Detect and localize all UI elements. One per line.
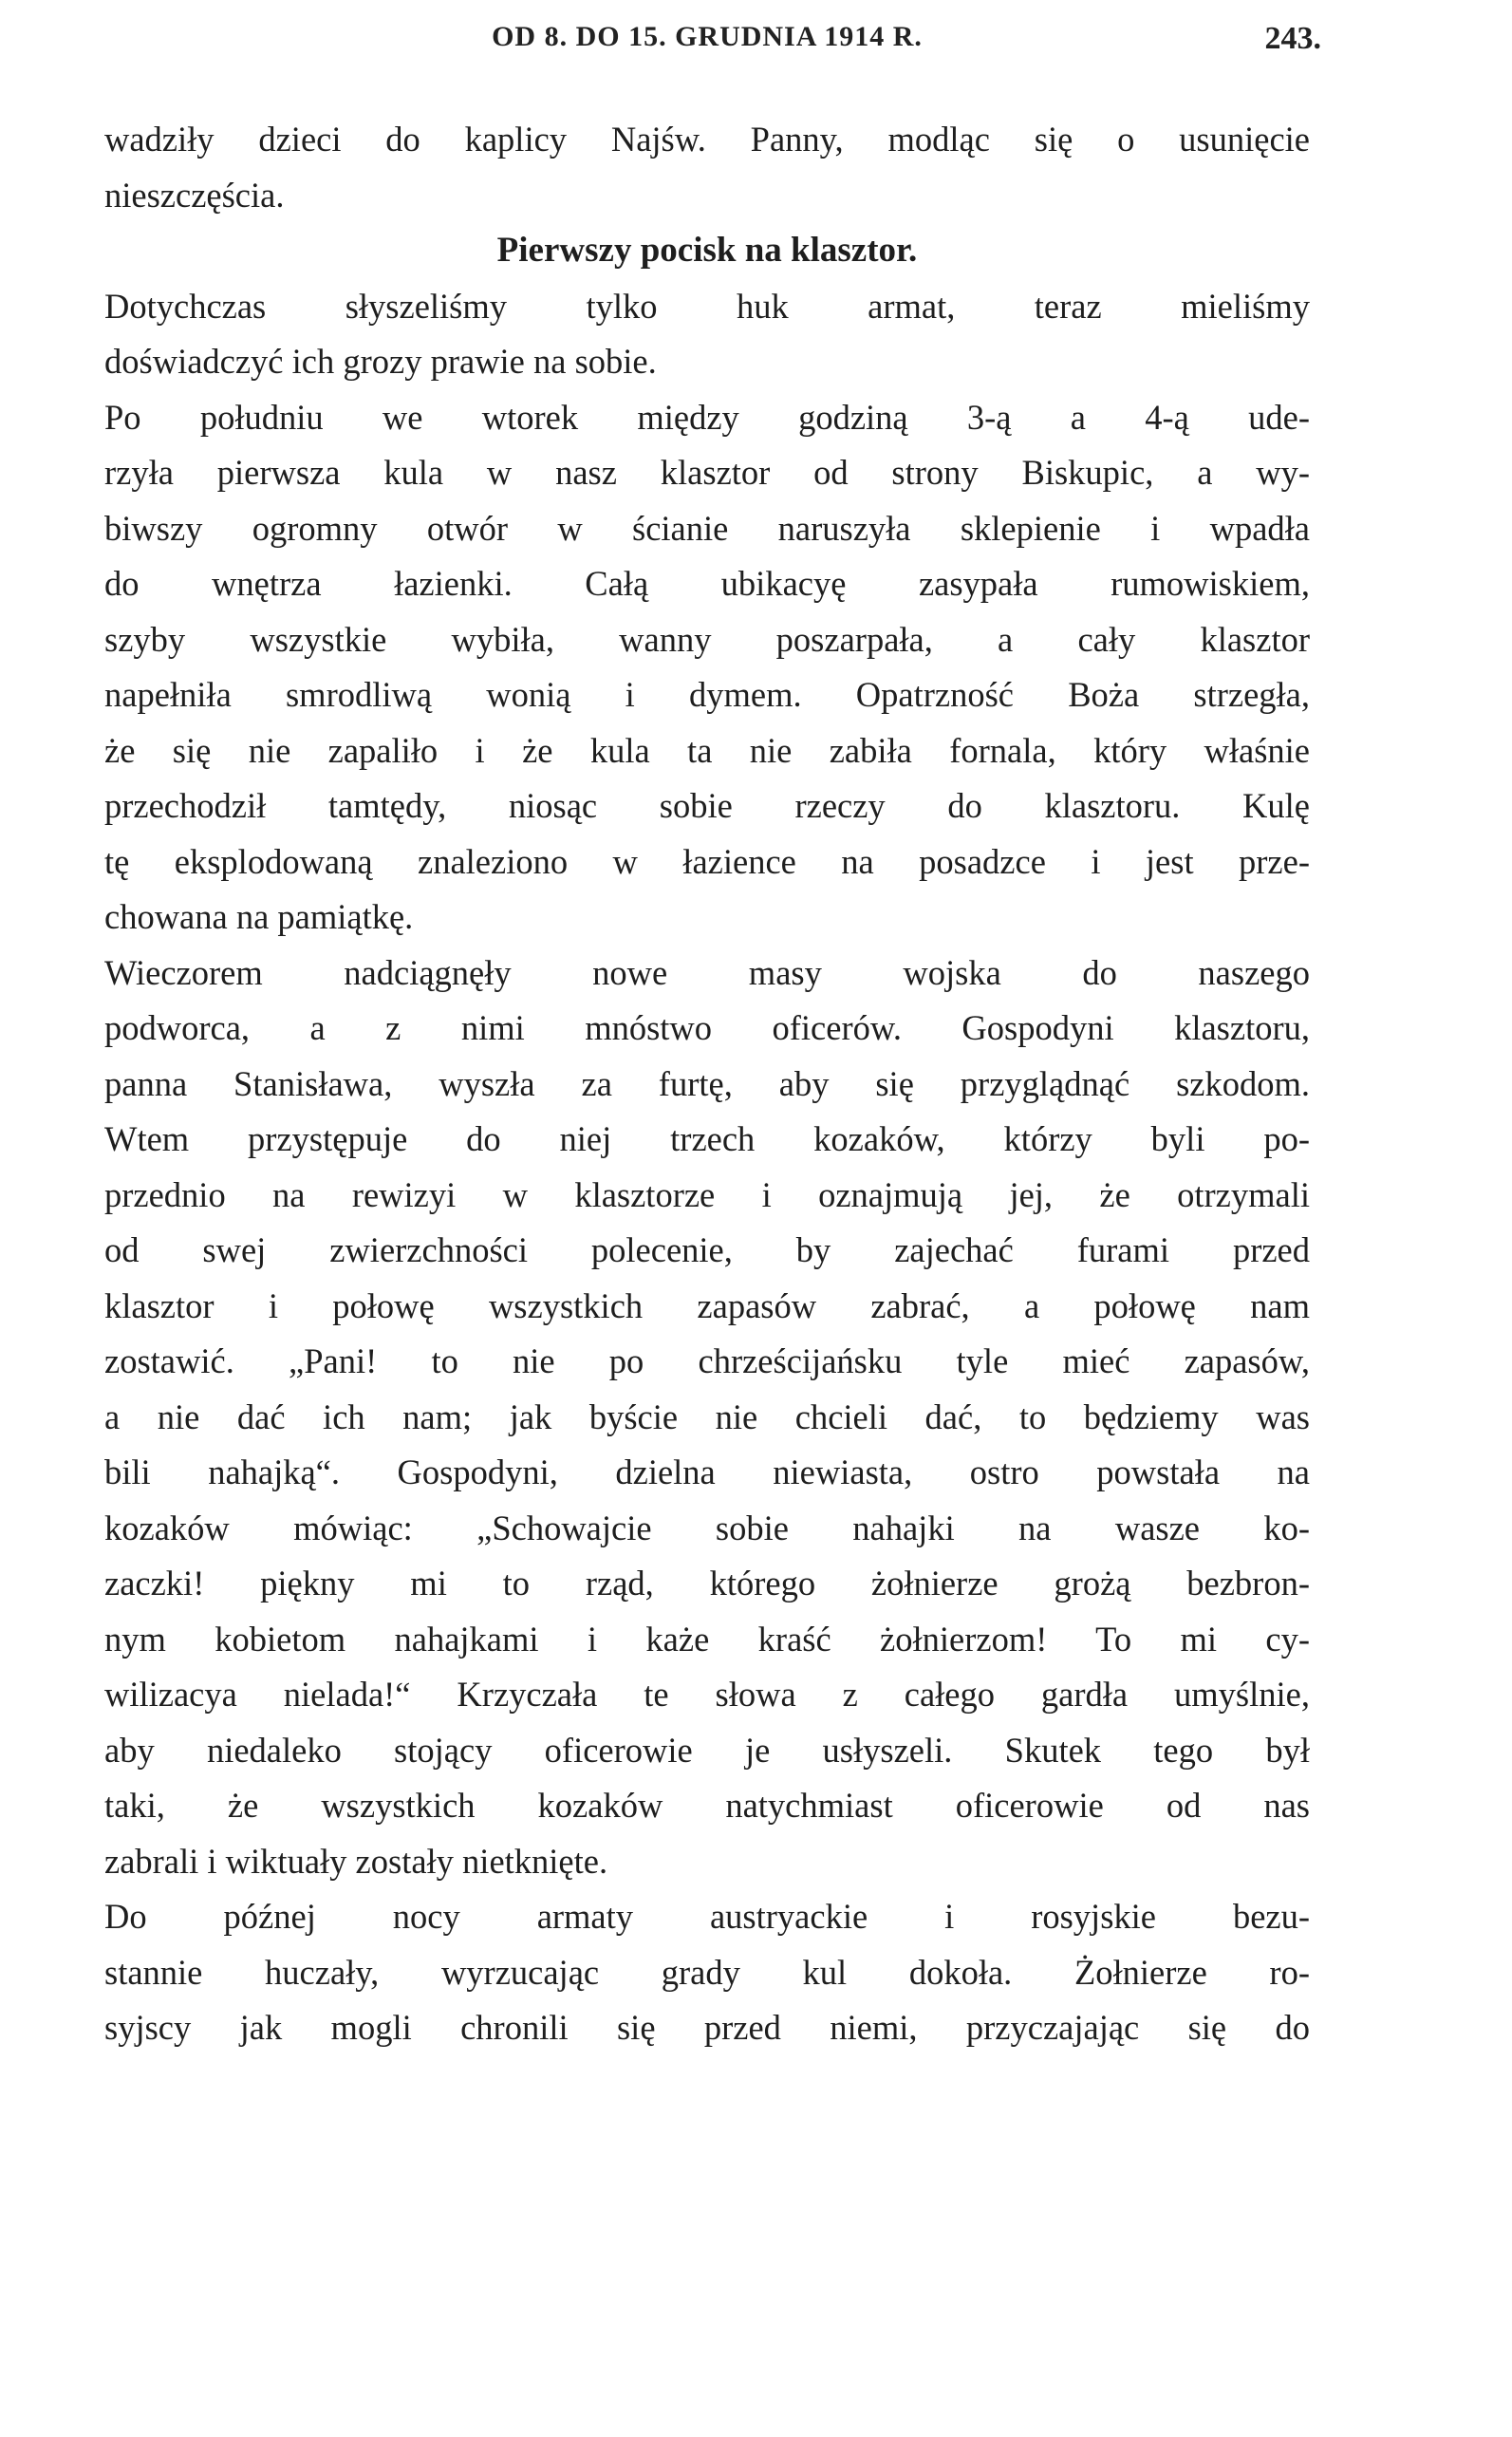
text-line: napełniła smrodliwą wonią i dymem. Opatrzność Boża strzegła, [104,675,1310,714]
text-line: nieszczęścia. [104,175,285,215]
text-line: Dotychczas słyszeliśmy tylko huk armat, teraz mieliśmy [104,286,1310,326]
text-line: zostawić. „Pani! to nie po chrześcijańsku tyle mieć zapasów, [104,1341,1310,1380]
text-line: tę eksplodowaną znaleziono w łazience na posadzce i jest prze- [104,841,1310,881]
page-number: 243. [1264,21,1321,56]
text-line: doświadczyć ich grozy prawie na sobie. [104,342,657,381]
text-line: klasztor i połowę wszystkich zapasów zabrać, a połowę nam [104,1285,1310,1325]
running-title: OD 8. DO 15. GRUDNIA 1914 R. [492,21,923,52]
text-line: syjscy jak mogli chronili się przed niemi, przyczajając się do [104,2008,1310,2047]
text-line: rzyła pierwsza kula w nasz klasztor od strony Biskupic, a wy- [104,453,1310,492]
text-line: biwszy ogromny otwór w ścianie naruszyła sklepienie i wpadła [104,508,1310,548]
text-line: Wtem przystępuje do niej trzech kozaków, którzy byli po- [104,1119,1310,1158]
text-line: kozaków mówiąc: „Schowajcie sobie nahajki na wasze ko- [104,1508,1310,1547]
text-line: aby niedaleko stojący oficerowie je usłyszeli. Skutek tego był [104,1730,1310,1770]
text-line: szyby wszystkie wybiła, wanny poszarpała, a cały klasztor [104,619,1310,659]
text-line: że się nie zapaliło i że kula ta nie zabiła fornala, który właśnie [104,730,1310,770]
text-line: podworca, a z nimi mnóstwo oficerów. Gospodyni klasztoru, [104,1008,1310,1047]
text-line: Wieczorem nadciągnęły nowe masy wojska do naszego [104,952,1310,992]
text-line: zaczki! piękny mi to rząd, którego żołnierze grożą bezbron- [104,1564,1310,1603]
text-line: wadziły dzieci do kaplicy Najśw. Panny, modląc się o usunięcie [104,120,1310,159]
text-line: Do późnej nocy armaty austryackie i rosyjskie bezu- [104,1897,1310,1936]
body-text [104,112,1310,2056]
text-line: wilizacya nielada!“ Krzyczała te słowa z całego gardła umyślnie, [104,1675,1310,1714]
section-heading: Pierwszy pocisk na klasztor. [496,231,918,270]
running-head [104,21,1321,59]
text-line: chowana na pamiątkę. [104,897,414,936]
text-line: nym kobietom nahajkami i każe kraść żołnierzom! To mi cy- [104,1619,1310,1659]
text-line: panna Stanisława, wyszła za furtę, aby się przyglądnąć szkodom. [104,1063,1310,1103]
text-line: zabrali i wiktuały zostały nietknięte. [104,1841,608,1881]
text-line: od swej zwierzchności polecenie, by zajechać furami przed [104,1230,1310,1269]
text-line: Po południu we wtorek między godziną 3-ą a 4-ą ude- [104,397,1310,437]
text-line: taki, że wszystkich kozaków natychmiast oficerowie od nas [104,1786,1310,1825]
text-line: bili nahajką“. Gospodyni, dzielna niewiasta, ostro powstała na [104,1453,1310,1491]
text-line: przechodził tamtędy, niosąc sobie rzeczy do klasztoru. Kulę [104,786,1310,825]
text-line: stannie huczały, wyrzucając grady kul dokoła. Żołnierze ro- [104,1952,1310,1992]
text-line: do wnętrza łazienki. Całą ubikacyę zasypała rumowiskiem, [104,564,1310,603]
text-line: przednio na rewizyi w klasztorze i oznajmują jej, że otrzymali [104,1174,1310,1214]
text-line: a nie dać ich nam; jak byście nie chcieli dać, to będziemy was [104,1397,1310,1436]
